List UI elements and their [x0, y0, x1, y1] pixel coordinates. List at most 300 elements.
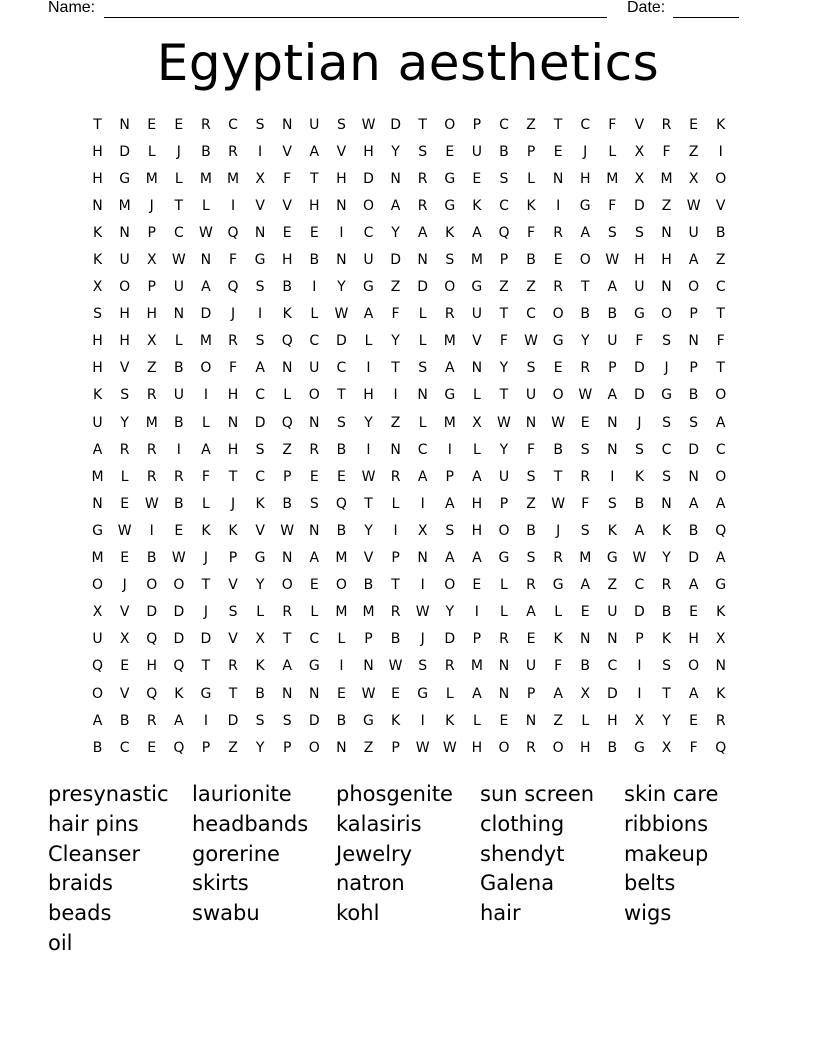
grid-letter: K: [634, 468, 645, 485]
grid-letter: A: [553, 685, 563, 702]
word-list-item: Jewelry: [336, 841, 413, 866]
grid-letter: E: [553, 252, 563, 269]
grid-letter: H: [471, 495, 483, 512]
grid-letter: U: [525, 658, 537, 675]
grid-letter: Z: [282, 441, 292, 458]
grid-letter: D: [173, 604, 185, 621]
grid-letter: X: [472, 414, 482, 431]
grid-letter: P: [228, 550, 238, 567]
grid-letter: M: [660, 170, 673, 187]
grid-letter: A: [92, 712, 103, 729]
grid-letter: L: [283, 387, 292, 404]
grid-letter: O: [715, 387, 727, 404]
grid-letter: M: [91, 550, 104, 567]
grid-letter: R: [526, 577, 536, 594]
grid-letter: A: [309, 550, 320, 567]
grid-letter: H: [92, 143, 103, 160]
grid-letter: A: [282, 658, 292, 675]
grid-letter: G: [444, 197, 456, 214]
grid-letter: S: [634, 441, 644, 458]
grid-letter: B: [580, 658, 591, 675]
grid-letter: W: [361, 116, 376, 133]
grid-letter: K: [716, 685, 726, 702]
grid-letter: S: [418, 360, 428, 377]
grid-letter: F: [527, 224, 536, 241]
grid-letter: B: [526, 522, 536, 539]
grid-letter: L: [527, 170, 535, 187]
grid-letter: N: [281, 685, 293, 702]
grid-letter: T: [282, 631, 292, 648]
grid-letter: V: [282, 197, 292, 214]
grid-letter: L: [554, 604, 563, 621]
grid-letter: M: [470, 252, 483, 269]
grid-letter: T: [364, 495, 373, 512]
grid-letter: D: [227, 712, 239, 729]
grid-letter: U: [471, 306, 482, 323]
word-list-item: headbands: [192, 811, 309, 836]
grid-letter: A: [472, 224, 482, 241]
grid-letter: F: [716, 333, 725, 350]
grid-letter: O: [308, 387, 320, 404]
grid-letter: E: [147, 739, 157, 756]
grid-letter: H: [688, 631, 699, 648]
grid-letter: J: [203, 604, 208, 621]
grid-letter: G: [633, 739, 645, 756]
grid-letter: P: [635, 631, 644, 648]
grid-letter: U: [92, 414, 103, 431]
grid-letter: Z: [390, 414, 401, 431]
grid-letter: Z: [688, 143, 699, 160]
grid-letter: R: [661, 116, 672, 133]
grid-letter: Y: [255, 577, 265, 594]
grid-letter: C: [499, 197, 509, 214]
grid-letter: G: [92, 522, 103, 539]
grid-letter: B: [688, 522, 699, 539]
grid-letter: T: [499, 387, 509, 404]
grid-letter: R: [309, 441, 320, 458]
grid-letter: J: [230, 495, 236, 512]
grid-letter: N: [688, 468, 699, 485]
grid-letter: Z: [146, 360, 157, 377]
grid-letter: N: [552, 170, 564, 187]
grid-letter: B: [607, 739, 618, 756]
word-list-item: Cleanser: [48, 841, 141, 866]
grid-letter: C: [173, 224, 184, 241]
grid-letter: I: [176, 441, 181, 458]
grid-letter: Q: [281, 414, 293, 431]
grid-letter: E: [120, 550, 130, 567]
grid-letter: K: [255, 658, 265, 675]
grid-letter: S: [580, 441, 590, 458]
grid-letter: V: [255, 522, 265, 539]
grid-letter: K: [92, 387, 103, 404]
grid-letter: H: [146, 658, 157, 675]
grid-letter: G: [363, 279, 374, 296]
grid-letter: X: [92, 604, 103, 621]
grid-letter: R: [444, 658, 455, 675]
grid-letter: J: [122, 577, 127, 594]
grid-letter: L: [364, 333, 373, 350]
grid-letter: G: [254, 252, 266, 269]
grid-letter: L: [500, 577, 508, 594]
grid-letter: V: [282, 143, 292, 160]
grid-letter: U: [688, 224, 699, 241]
grid-letter: N: [607, 631, 618, 648]
grid-letter: S: [255, 333, 265, 350]
grid-letter: T: [201, 658, 211, 675]
grid-letter: Y: [391, 333, 400, 350]
grid-letter: W: [171, 252, 186, 269]
grid-letter: O: [119, 279, 131, 296]
grid-letter: O: [715, 170, 727, 187]
grid-letter: M: [443, 333, 456, 350]
grid-letter: D: [200, 631, 212, 648]
grid-letter: F: [228, 252, 238, 269]
grid-letter: V: [634, 116, 645, 133]
grid-letter: N: [173, 306, 185, 323]
grid-letter: A: [580, 224, 591, 241]
grid-letter: O: [173, 577, 185, 594]
grid-letter: C: [499, 116, 509, 133]
grid-letter: L: [418, 306, 427, 323]
grid-letter: N: [417, 387, 428, 404]
grid-letter: N: [607, 441, 618, 458]
grid-letter: E: [336, 685, 346, 702]
grid-letter: L: [310, 306, 319, 323]
grid-letter: J: [420, 631, 425, 648]
grid-letter: W: [361, 685, 376, 702]
grid-letter: E: [689, 116, 699, 133]
grid-letter: H: [607, 712, 618, 729]
grid-letter: V: [228, 577, 238, 594]
grid-letter: N: [254, 224, 266, 241]
grid-letter: X: [580, 685, 591, 702]
grid-letter: A: [688, 252, 699, 269]
grid-letter: W: [605, 252, 620, 269]
grid-letter: T: [201, 577, 211, 594]
grid-letter: G: [579, 197, 591, 214]
grid-letter: V: [119, 685, 130, 702]
grid-letter: Q: [92, 658, 104, 675]
grid-letter: R: [417, 170, 428, 187]
grid-letter: N: [309, 685, 320, 702]
grid-letter: M: [362, 604, 375, 621]
grid-letter: D: [390, 252, 401, 269]
grid-letter: B: [309, 252, 320, 269]
grid-letter: J: [583, 143, 588, 160]
grid-letter: R: [661, 577, 672, 594]
grid-letter: X: [417, 522, 428, 539]
grid-letter: O: [362, 197, 374, 214]
grid-letter: I: [420, 712, 425, 729]
grid-letter: L: [472, 387, 481, 404]
grid-letter: C: [255, 387, 265, 404]
grid-letter: H: [227, 387, 239, 404]
grid-letter: J: [637, 414, 642, 431]
grid-letter: N: [336, 739, 347, 756]
word-list-item: swabu: [192, 901, 260, 926]
grid-letter: D: [308, 712, 320, 729]
grid-letter: X: [688, 170, 699, 187]
grid-letter: G: [444, 170, 456, 187]
grid-letter: P: [364, 631, 373, 648]
grid-letter: Q: [498, 224, 510, 241]
grid-letter: R: [444, 306, 455, 323]
grid-letter: N: [661, 495, 672, 512]
grid-letter: A: [363, 306, 374, 323]
grid-letter: F: [527, 441, 536, 458]
grid-letter: D: [417, 279, 429, 296]
grid-letter: A: [580, 577, 591, 594]
grid-letter: M: [606, 170, 619, 187]
grid-letter: N: [417, 252, 428, 269]
grid-letter: I: [339, 224, 344, 241]
grid-letter: I: [474, 604, 479, 621]
grid-letter: T: [310, 170, 319, 187]
grid-letter: L: [120, 468, 129, 485]
grid-letter: C: [119, 739, 130, 756]
grid-letter: R: [553, 550, 563, 567]
grid-letter: B: [146, 550, 157, 567]
grid-letter: D: [634, 197, 645, 214]
grid-letter: C: [309, 631, 320, 648]
grid-letter: P: [499, 252, 509, 269]
grid-letter: O: [308, 739, 320, 756]
grid-letter: Q: [173, 739, 185, 756]
grid-letter: L: [310, 604, 319, 621]
grid-letter: D: [390, 116, 401, 133]
grid-letter: I: [366, 441, 371, 458]
grid-letter: H: [309, 197, 320, 214]
grid-letter: B: [634, 495, 645, 512]
grid-letter: D: [634, 604, 645, 621]
grid-letter: K: [607, 522, 617, 539]
grid-letter: K: [716, 604, 726, 621]
grid-letter: P: [472, 631, 482, 648]
grid-letter: N: [336, 197, 347, 214]
grid-letter: K: [282, 306, 292, 323]
grid-letter: B: [336, 712, 347, 729]
grid-letter: D: [606, 685, 618, 702]
grid-letter: L: [202, 197, 210, 214]
grid-letter: L: [418, 333, 427, 350]
grid-letter: E: [174, 522, 184, 539]
grid-letter: C: [363, 224, 374, 241]
grid-letter: I: [312, 279, 317, 296]
grid-letter: P: [689, 306, 698, 323]
grid-letter: Y: [499, 441, 509, 458]
grid-letter: E: [147, 116, 157, 133]
word-list-item: skirts: [192, 871, 249, 896]
grid-letter: G: [715, 577, 727, 594]
grid-letter: O: [335, 577, 347, 594]
grid-letter: C: [526, 306, 536, 323]
grid-letter: B: [174, 495, 184, 512]
grid-letter: E: [309, 224, 319, 241]
grid-letter: M: [199, 170, 212, 187]
grid-letter: D: [146, 604, 158, 621]
grid-letter: E: [499, 712, 509, 729]
grid-letter: T: [716, 360, 725, 377]
grid-letter: D: [688, 550, 699, 567]
grid-letter: U: [92, 631, 103, 648]
grid-letter: M: [199, 333, 212, 350]
grid-letter: D: [363, 170, 374, 187]
grid-letter: F: [689, 739, 698, 756]
grid-letter: X: [146, 333, 157, 350]
grid-letter: U: [119, 252, 130, 269]
grid-letter: W: [280, 522, 295, 539]
grid-letter: P: [445, 468, 454, 485]
grid-letter: F: [635, 333, 644, 350]
grid-letter: S: [662, 333, 671, 350]
grid-letter: T: [499, 306, 509, 323]
grid-letter: H: [92, 360, 103, 377]
grid-letter: H: [146, 306, 157, 323]
grid-letter: S: [689, 414, 699, 431]
grid-letter: Y: [580, 333, 590, 350]
date-label: Date:: [627, 0, 666, 16]
grid-letter: F: [662, 143, 671, 160]
grid-letter: G: [633, 306, 645, 323]
grid-letter: R: [173, 468, 184, 485]
grid-letter: G: [471, 279, 483, 296]
grid-letter: A: [444, 360, 455, 377]
grid-letter: N: [661, 279, 672, 296]
grid-letter: N: [390, 170, 401, 187]
grid-letter: Q: [715, 739, 727, 756]
grid-letter: J: [149, 197, 154, 214]
grid-letter: R: [390, 604, 401, 621]
grid-letter: R: [580, 468, 591, 485]
grid-letter: I: [366, 360, 371, 377]
grid-letter: B: [255, 685, 265, 702]
grid-letter: F: [608, 116, 617, 133]
grid-letter: Q: [173, 658, 185, 675]
grid-letter: Z: [363, 739, 374, 756]
grid-letter: C: [661, 441, 672, 458]
grid-letter: I: [637, 685, 642, 702]
grid-letter: F: [201, 468, 210, 485]
date-blank-line: [673, 17, 739, 18]
word-list-item: phosgenite: [336, 782, 453, 806]
grid-letter: M: [335, 550, 348, 567]
grid-letter: G: [417, 685, 429, 702]
grid-letter: O: [498, 522, 510, 539]
grid-letter: K: [445, 712, 455, 729]
grid-letter: I: [610, 468, 615, 485]
grid-letter: K: [174, 685, 184, 702]
page-title: Egyptian aesthetics: [156, 34, 660, 92]
grid-letter: X: [146, 252, 157, 269]
grid-letter: N: [309, 414, 320, 431]
grid-letter: K: [526, 197, 536, 214]
grid-letter: B: [499, 143, 509, 160]
grid-letter: V: [336, 143, 347, 160]
grid-letter: I: [258, 143, 263, 160]
grid-letter: A: [390, 197, 401, 214]
grid-letter: E: [336, 468, 346, 485]
grid-letter: K: [553, 631, 563, 648]
name-label: Name:: [48, 0, 96, 16]
grid-letter: O: [688, 279, 700, 296]
grid-letter: T: [716, 306, 725, 323]
grid-letter: E: [282, 224, 292, 241]
grid-letter: F: [283, 170, 292, 187]
grid-letter: R: [146, 468, 157, 485]
grid-letter: A: [174, 712, 184, 729]
grid-letter: S: [662, 468, 671, 485]
letter-grid: [84, 111, 734, 761]
word-list-item: beads: [48, 901, 112, 926]
grid-letter: A: [92, 441, 103, 458]
grid-letter: U: [607, 604, 618, 621]
grid-letter: P: [147, 279, 156, 296]
grid-letter: R: [417, 197, 428, 214]
grid-letter: A: [309, 143, 320, 160]
grid-letter: P: [391, 550, 400, 567]
grid-letter: K: [716, 116, 726, 133]
grid-letter: N: [92, 197, 103, 214]
grid-letter: S: [607, 224, 617, 241]
grid-letter: C: [309, 333, 320, 350]
grid-letter: M: [443, 414, 456, 431]
grid-letter: D: [254, 414, 266, 431]
grid-letter: X: [661, 739, 672, 756]
grid-letter: H: [471, 739, 483, 756]
grid-letter: H: [579, 739, 591, 756]
grid-letter: W: [442, 739, 457, 756]
grid-letter: P: [608, 360, 617, 377]
word-list-item: clothing: [480, 811, 565, 836]
grid-letter: Z: [526, 495, 536, 512]
grid-letter: E: [580, 604, 590, 621]
grid-letter: X: [255, 631, 265, 648]
grid-letter: R: [146, 441, 157, 458]
grid-letter: W: [199, 224, 213, 241]
grid-letter: B: [201, 143, 211, 160]
grid-letter: W: [415, 604, 430, 621]
grid-letter: N: [227, 414, 239, 431]
grid-letter: Y: [662, 712, 671, 729]
grid-letter: X: [634, 143, 645, 160]
grid-letter: M: [145, 170, 158, 187]
grid-letter: C: [715, 279, 726, 296]
grid-letter: E: [553, 143, 563, 160]
grid-letter: V: [472, 333, 482, 350]
grid-letter: L: [174, 333, 183, 350]
grid-letter: U: [525, 387, 537, 404]
grid-letter: S: [255, 279, 265, 296]
grid-letter: O: [200, 360, 212, 377]
grid-letter: T: [553, 468, 563, 485]
grid-letter: B: [174, 414, 184, 431]
grid-letter: Y: [255, 739, 265, 756]
grid-letter: B: [661, 604, 672, 621]
grid-letter: I: [556, 197, 561, 214]
grid-letter: L: [174, 170, 183, 187]
grid-letter: Z: [553, 712, 563, 729]
grid-letter: C: [715, 441, 726, 458]
grid-letter: W: [334, 306, 349, 323]
grid-letter: T: [391, 577, 400, 594]
grid-letter: R: [228, 143, 238, 160]
grid-letter: U: [607, 333, 618, 350]
grid-letter: S: [120, 387, 130, 404]
word-list-item: skin care: [624, 782, 719, 806]
grid-letter: E: [472, 577, 482, 594]
grid-letter: G: [498, 550, 510, 567]
